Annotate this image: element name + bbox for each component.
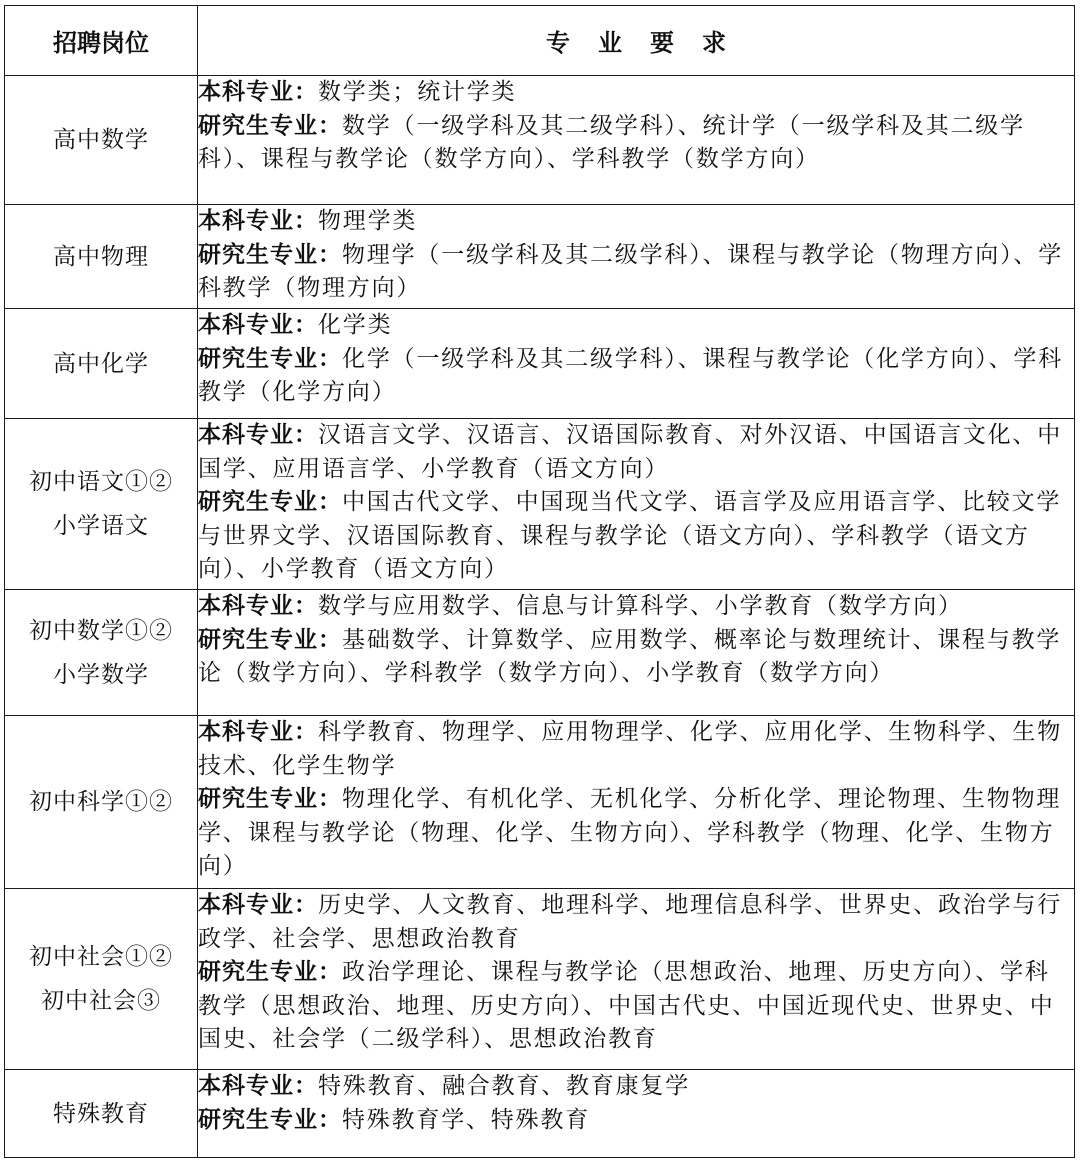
grad-requirement bbox=[198, 486, 1074, 587]
undergrad-label: 本科专业： bbox=[198, 208, 318, 234]
requirement-cell bbox=[198, 76, 1075, 205]
grad-requirement bbox=[198, 624, 1074, 691]
undergrad-label: 本科专业： bbox=[198, 312, 318, 338]
grad-requirement bbox=[198, 956, 1074, 1057]
table-row bbox=[5, 1070, 1075, 1158]
grad-label: 研究生专业： bbox=[198, 489, 342, 516]
table-row bbox=[5, 309, 1075, 419]
undergrad-label: 本科专业： bbox=[198, 422, 318, 448]
undergrad-requirement bbox=[198, 1070, 1074, 1104]
undergrad-majors: 物理学类 bbox=[318, 208, 418, 234]
table-row bbox=[5, 205, 1075, 309]
grad-requirement bbox=[198, 783, 1074, 884]
position-name: 小学数学 bbox=[53, 661, 149, 688]
undergrad-label: 本科专业： bbox=[198, 719, 318, 745]
position-name: 高中物理 bbox=[53, 243, 149, 270]
grad-majors: 物理学（一级学科及其二级学科）、课程与教学论（物理方向）、学科教学（物理方向） bbox=[198, 241, 1063, 302]
position-cell bbox=[5, 889, 198, 1070]
table-row bbox=[5, 889, 1075, 1070]
requirement-cell bbox=[198, 716, 1075, 889]
undergrad-majors: 科学教育、物理学、应用物理学、化学、应用化学、生物科学、生物技术、化学生物学 bbox=[198, 719, 1062, 779]
undergrad-majors: 数学与应用数学、信息与计算科学、小学教育（数学方向） bbox=[318, 593, 963, 619]
position-cell bbox=[5, 1070, 198, 1158]
requirement-cell bbox=[198, 419, 1075, 590]
undergrad-requirement bbox=[198, 889, 1074, 956]
grad-label: 研究生专业： bbox=[198, 786, 342, 813]
grad-label: 研究生专业： bbox=[198, 1106, 342, 1133]
position-name: 特殊教育 bbox=[53, 1100, 149, 1127]
position-name: 初中科学①② bbox=[29, 789, 173, 815]
header-position: 招聘岗位 bbox=[5, 6, 198, 76]
grad-label: 研究生专业： bbox=[198, 345, 342, 372]
requirement-cell bbox=[198, 309, 1075, 419]
grad-majors: 中国古代文学、中国现当代文学、语言学及应用语言学、比较文学与世界文学、汉语国际教育、课程与教学论（语文方向）、学科教学（语文方向）、小学教育（语文方向） bbox=[198, 489, 1062, 583]
position-name: 高中化学 bbox=[53, 350, 149, 377]
undergrad-majors: 历史学、人文教育、地理科学、地理信息科学、世界史、政治学与行政学、社会学、思想政治教育 bbox=[198, 892, 1062, 952]
undergrad-majors: 数学类；统计学类 bbox=[318, 79, 517, 105]
undergrad-label: 本科专业： bbox=[198, 1073, 318, 1099]
header-requirement-text: 专业要求 bbox=[546, 29, 754, 57]
position-name: 高中数学 bbox=[53, 127, 149, 153]
major-requirements-table bbox=[4, 5, 1075, 1158]
table-row bbox=[5, 590, 1075, 716]
grad-requirement bbox=[198, 239, 1074, 306]
position-cell bbox=[5, 590, 198, 716]
grad-label: 研究生专业： bbox=[198, 959, 342, 986]
undergrad-requirement bbox=[198, 419, 1074, 486]
position-cell bbox=[5, 76, 198, 205]
grad-requirement bbox=[198, 343, 1074, 410]
requirement-cell bbox=[198, 205, 1075, 309]
grad-majors: 特殊教育学、特殊教育 bbox=[342, 1106, 590, 1133]
grad-label: 研究生专业： bbox=[198, 112, 342, 139]
position-name: 初中数学①② bbox=[29, 617, 173, 644]
undergrad-requirement bbox=[198, 205, 1074, 239]
undergrad-requirement bbox=[198, 590, 1074, 624]
grad-majors: 政治学理论、课程与教学论（思想政治、地理、历史方向）、学科教学（思想政治、地理、历史方向）、中国古代史、中国近现代史、世界史、中国史、社会学（二级学科）、思想政治教育 bbox=[198, 959, 1055, 1053]
undergrad-requirement bbox=[198, 76, 1074, 110]
grad-majors: 化学（一级学科及其二级学科）、课程与教学论（化学方向）、学科教学（化学方向） bbox=[198, 345, 1063, 406]
grad-label: 研究生专业： bbox=[198, 241, 342, 268]
grad-majors: 基础数学、计算数学、应用数学、概率论与数理统计、课程与教学论（数学方向）、学科教学（数学方向）、小学教育（数学方向） bbox=[198, 626, 1062, 687]
position-cell bbox=[5, 309, 198, 419]
undergrad-label: 本科专业： bbox=[198, 79, 318, 105]
undergrad-label: 本科专业： bbox=[198, 593, 318, 619]
position-name: 初中社会③ bbox=[41, 988, 161, 1014]
undergrad-majors: 化学类 bbox=[318, 312, 393, 338]
undergrad-label: 本科专业： bbox=[198, 892, 318, 918]
undergrad-majors: 汉语言文学、汉语言、汉语国际教育、对外汉语、中国语言文化、中国学、应用语言学、小学教育（语文方向） bbox=[198, 422, 1062, 482]
requirement-cell bbox=[198, 590, 1075, 716]
position-name: 初中社会①② bbox=[29, 944, 173, 970]
position-name: 初中语文①② bbox=[29, 469, 173, 495]
header-row bbox=[5, 6, 1075, 76]
undergrad-requirement bbox=[198, 309, 1074, 343]
grad-requirement bbox=[198, 1104, 1074, 1138]
grad-majors: 物理化学、有机化学、无机化学、分析化学、理论物理、生物物理学、课程与教学论（物理、化学、生物方向）、学科教学（物理、化学、生物方向） bbox=[198, 786, 1062, 880]
grad-majors: 数学（一级学科及其二级学科）、统计学（一级学科及其二级学科）、课程与教学论（数学方向）、学科教学（数学方向） bbox=[198, 112, 1025, 173]
position-cell bbox=[5, 716, 198, 889]
undergrad-majors: 特殊教育、融合教育、教育康复学 bbox=[318, 1073, 690, 1099]
position-name: 小学语文 bbox=[53, 513, 149, 539]
requirement-cell bbox=[198, 889, 1075, 1070]
grad-requirement bbox=[198, 110, 1074, 177]
table-row bbox=[5, 419, 1075, 590]
position-cell bbox=[5, 205, 198, 309]
header-requirement bbox=[198, 6, 1075, 76]
position-cell bbox=[5, 419, 198, 590]
undergrad-requirement bbox=[198, 716, 1074, 783]
table-row bbox=[5, 716, 1075, 889]
grad-label: 研究生专业： bbox=[198, 626, 342, 653]
requirement-cell bbox=[198, 1070, 1075, 1158]
table-row bbox=[5, 76, 1075, 205]
